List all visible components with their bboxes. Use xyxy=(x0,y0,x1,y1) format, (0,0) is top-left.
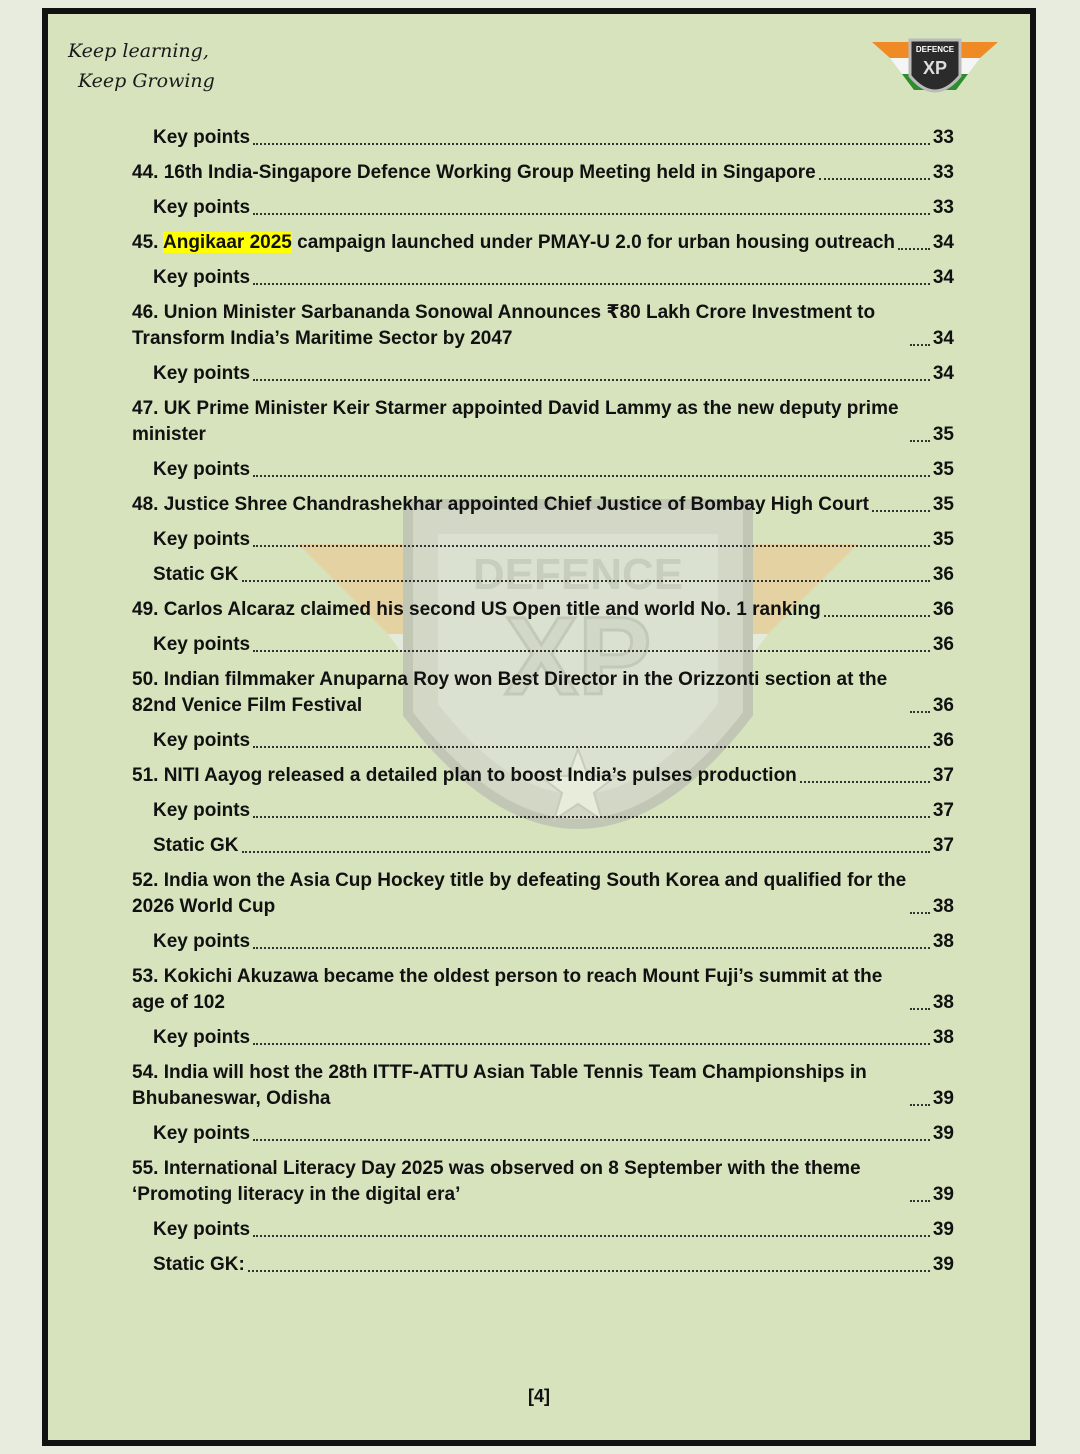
toc-subentry[interactable] xyxy=(132,1252,954,1278)
toc-entry[interactable] xyxy=(132,300,954,352)
toc-subentry[interactable] xyxy=(132,929,954,955)
toc-page-number: 36 xyxy=(932,564,954,585)
toc-subentry[interactable] xyxy=(132,361,954,387)
dot-leader xyxy=(800,780,930,783)
dot-leader xyxy=(910,1199,930,1202)
dot-leader xyxy=(253,745,930,748)
dot-leader xyxy=(253,142,930,145)
dot-leader xyxy=(253,212,930,215)
toc-entry-title: Key points xyxy=(153,529,251,550)
toc-page-number: 34 xyxy=(932,267,954,288)
dot-leader xyxy=(253,378,930,381)
toc-entry-title: 51. NITI Aayog released a detailed plan to boost India’s pulses production xyxy=(132,765,797,786)
toc-page-number: 39 xyxy=(932,1219,954,1240)
toc-entry[interactable] xyxy=(132,964,954,1016)
toc-page-number: 36 xyxy=(932,599,954,620)
toc-page-number: 39 xyxy=(932,1184,954,1205)
toc-subentry[interactable] xyxy=(132,527,954,553)
watermark-text-top: DEFENCE xyxy=(472,550,684,599)
toc-page-number: 38 xyxy=(932,992,954,1013)
toc-entry-title: Key points xyxy=(153,1123,251,1144)
toc-entry-title: Key points xyxy=(153,197,251,218)
dot-leader xyxy=(910,911,930,914)
toc-entry-title: Key points xyxy=(153,931,251,952)
toc-subentry[interactable] xyxy=(132,1217,954,1243)
dot-leader xyxy=(253,1138,930,1141)
toc-entry-title: Key points xyxy=(153,1219,251,1240)
header-tagline xyxy=(68,36,215,96)
toc-page-number: 37 xyxy=(932,765,954,786)
dot-leader xyxy=(910,343,930,346)
toc-entry[interactable] xyxy=(132,597,954,623)
toc-page-number: 39 xyxy=(932,1123,954,1144)
highlighted-text: Angikaar 2025 xyxy=(163,232,292,253)
dot-leader xyxy=(872,509,930,512)
toc-entry-title: Key points xyxy=(153,634,251,655)
toc-entry-title: Static GK xyxy=(153,564,239,585)
toc-page-number: 35 xyxy=(932,424,954,445)
toc-entry-title: 54. India will host the 28th ITTF-ATTU Asian Table Tennis Team Championships in Bhubaneswar, Odisha xyxy=(132,1062,867,1109)
toc-entry-title: Static GK xyxy=(153,835,239,856)
toc-entry-title: 48. Justice Shree Chandrashekhar appointed Chief Justice of Bombay High Court xyxy=(132,494,869,515)
toc-entry-suffix: campaign launched under PMAY-U 2.0 for urban housing outreach xyxy=(291,232,896,253)
page-number: [4] xyxy=(528,1386,550,1406)
dot-leader xyxy=(253,1234,930,1237)
dot-leader xyxy=(253,474,930,477)
toc-entry-title: 50. Indian filmmaker Anuparna Roy won Best Director in the Orizzonti section at the 82nd Venice Film Festival xyxy=(132,669,888,716)
toc-entry-title: Key points xyxy=(153,267,251,288)
toc-subentry[interactable] xyxy=(132,833,954,859)
toc-page-number: 33 xyxy=(932,162,954,183)
toc-page-number: 38 xyxy=(932,896,954,917)
dot-leader xyxy=(910,710,930,713)
toc-subentry[interactable] xyxy=(132,457,954,483)
toc-entry-title: 47. UK Prime Minister Keir Starmer appointed David Lammy as the new deputy prime minister xyxy=(132,398,899,445)
logo-text-top: DEFENCE xyxy=(915,45,955,54)
toc-entry-title: 55. International Literacy Day 2025 was observed on 8 September with the theme ‘Promoting literacy in the digital era’ xyxy=(132,1158,861,1205)
toc-entry[interactable] xyxy=(132,1060,954,1112)
tagline-line-2: Keep Growing xyxy=(78,70,215,92)
toc-entry[interactable] xyxy=(132,763,954,789)
dot-leader xyxy=(824,614,930,617)
toc-entry-title: 44. 16th India-Singapore Defence Working Group Meeting held in Singapore xyxy=(132,162,816,183)
toc-entry[interactable] xyxy=(132,160,954,186)
toc-page-number: 37 xyxy=(932,800,954,821)
toc-page-number: 35 xyxy=(932,529,954,550)
toc-page-number: 39 xyxy=(932,1088,954,1109)
toc-entry-title: Key points xyxy=(153,127,251,148)
toc-page-number: 38 xyxy=(932,931,954,952)
dot-leader xyxy=(253,649,930,652)
toc-entry-title xyxy=(132,230,895,256)
toc-page-number: 36 xyxy=(932,695,954,716)
toc-entry-title: Static GK: xyxy=(153,1254,245,1275)
toc-entry-title: Key points xyxy=(153,459,251,480)
toc-subentry[interactable] xyxy=(132,195,954,221)
tagline-line-1: Keep learning, xyxy=(68,40,209,62)
toc-page-number: 36 xyxy=(932,730,954,751)
dot-leader xyxy=(242,579,930,582)
toc-subentry[interactable] xyxy=(132,798,954,824)
toc-page-number: 38 xyxy=(932,1027,954,1048)
dot-leader xyxy=(248,1269,930,1272)
dot-leader xyxy=(253,815,930,818)
toc-subentry[interactable] xyxy=(132,562,954,588)
toc-entry-title: Key points xyxy=(153,1027,251,1048)
dot-leader xyxy=(253,282,930,285)
toc-subentry[interactable] xyxy=(132,1121,954,1147)
toc-page-number: 34 xyxy=(932,363,954,384)
toc-page-number: 34 xyxy=(932,328,954,349)
toc-entry[interactable] xyxy=(132,667,954,719)
defence-xp-logo xyxy=(870,36,1000,108)
toc-page-number: 34 xyxy=(932,232,954,253)
toc-entry-title: 53. Kokichi Akuzawa became the oldest person to reach Mount Fuji’s summit at the age of 102 xyxy=(132,966,883,1013)
dot-leader xyxy=(242,850,930,853)
document-page xyxy=(42,8,1036,1446)
toc-subentry[interactable] xyxy=(132,265,954,291)
toc-page-number: 33 xyxy=(932,197,954,218)
dot-leader xyxy=(819,177,930,180)
dot-leader xyxy=(898,247,930,250)
dot-leader xyxy=(910,439,930,442)
toc-entry-title: Key points xyxy=(153,363,251,384)
toc-entry-title: 49. Carlos Alcaraz claimed his second US Open title and world No. 1 ranking xyxy=(132,599,821,620)
toc-entry-prefix: 45. xyxy=(132,232,163,253)
toc-entry-title: Key points xyxy=(153,730,251,751)
dot-leader xyxy=(253,1042,930,1045)
toc-entry[interactable] xyxy=(132,1156,954,1208)
toc-page-number: 35 xyxy=(932,459,954,480)
watermark-text-main: XP xyxy=(504,595,652,718)
table-of-contents xyxy=(132,116,954,1278)
toc-entry[interactable] xyxy=(132,230,954,256)
dot-leader xyxy=(253,946,930,949)
toc-entry[interactable] xyxy=(132,868,954,920)
toc-page-number: 33 xyxy=(932,127,954,148)
toc-entry[interactable] xyxy=(132,492,954,518)
toc-page-number: 39 xyxy=(932,1254,954,1275)
toc-entry-title: Key points xyxy=(153,800,251,821)
toc-subentry[interactable] xyxy=(132,1025,954,1051)
toc-entry-title: 46. Union Minister Sarbananda Sonowal Announces ₹80 Lakh Crore Investment to Transform India’s Maritime Sector by 2047 xyxy=(132,302,876,349)
toc-page-number: 37 xyxy=(932,835,954,856)
toc-page-number: 36 xyxy=(932,634,954,655)
toc-entry[interactable] xyxy=(132,396,954,448)
dot-leader xyxy=(253,544,930,547)
dot-leader xyxy=(910,1007,930,1010)
logo-text-main: XP xyxy=(922,58,948,78)
toc-subentry[interactable] xyxy=(132,728,954,754)
toc-subentry[interactable] xyxy=(132,632,954,658)
dot-leader xyxy=(910,1103,930,1106)
toc-subentry[interactable] xyxy=(132,125,954,151)
toc-entry-title: 52. India won the Asia Cup Hockey title by defeating South Korea and qualified for the 2026 World Cup xyxy=(132,870,907,917)
toc-page-number: 35 xyxy=(932,494,954,515)
